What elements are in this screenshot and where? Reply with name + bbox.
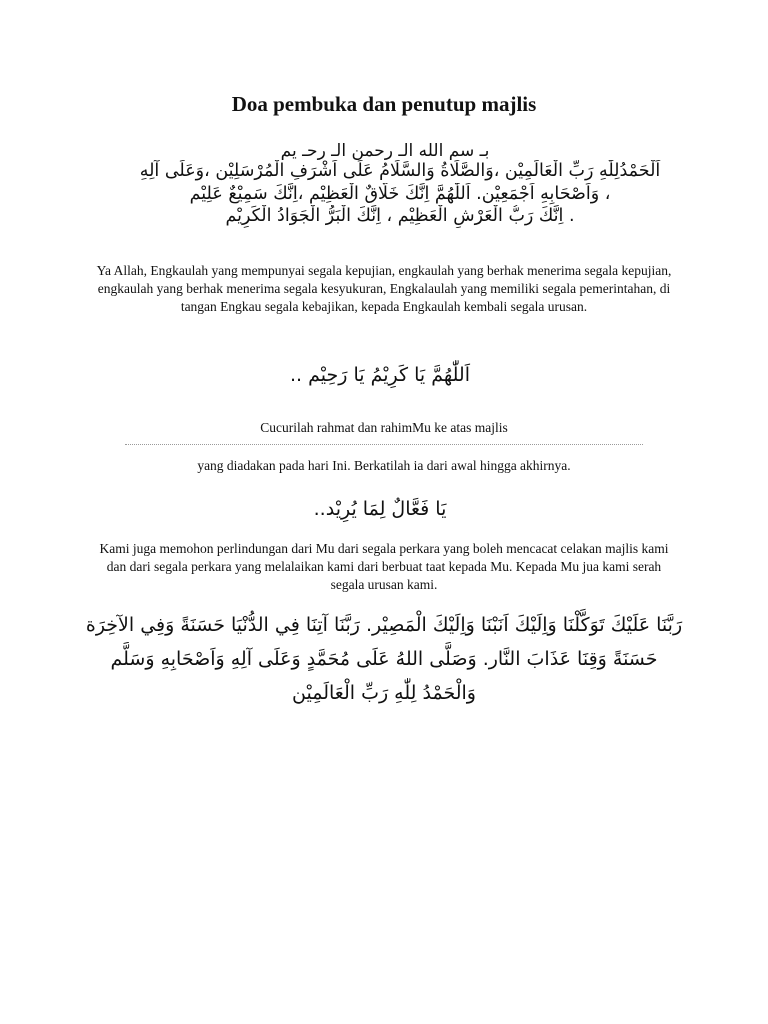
diadakan-text: yang diadakan pada hari Ini. Berkatilah ia dari awal hingga akhirnya. <box>197 458 571 473</box>
cucurilah-text: Cucurilah rahmat dan rahimMu ke atas majlis <box>260 420 508 435</box>
bismillah-text: بـ سم الله الـ رحمن الـ رحـ يم <box>280 141 490 161</box>
opening-arabic-line-3: . اِنَّكَ رَبُّ الْعَرْشِ الْعَظِيْم ، اِنَّكَ الْبَرُّ الْجَوَادُ الْكَرِيْم <box>225 206 575 226</box>
protection-translation: Kami juga memohon perlindungan dari Mu dari segala perkara yang boleh mencacat celakan majlis kami dan dari segala perkara yang melalaikan kami dari berbuat taat kepada Mu. Kepada Mu jua kami serah segala urusan kami. <box>99 541 669 592</box>
short-prayer-arabic-2: يَا فَعَّالٌ لِمَا يُرِيْد.. <box>313 498 447 520</box>
opening-prayer-arabic <box>95 160 705 228</box>
closing-prayer-arabic <box>60 608 708 710</box>
opening-arabic-line-2: ، وَاَصْحَابِهِ اَجْمَعِيْن. اَللّٰهُمَّ اِنَّكَ خَلَّاقٌ الْعَظِيْم ،اِنَّكَ سَمِيْعٌ عَلِيْم <box>189 183 611 204</box>
dotted-divider <box>125 444 643 445</box>
opening-translation: Ya Allah, Engkaulah yang mempunyai segala kepujian, engkaulah yang berhak menerima segala kepujian, engkaulah yang berhak menerima segala kesyukuran, Engkalaulah yang memiliki segala pemerintahan, di tangan Engkau segala kebajikan, kepada Engkaulah kembali segala urusan. <box>96 263 672 314</box>
closing-arabic-line-2: حَسَنَةً وَقِنَا عَذَابَ النَّار. وَصَلَّى اللهُ عَلَى مُحَمَّدٍ وَعَلَى آلِهِ وَاَصْحَابِهِ وَسَلَّم <box>110 648 658 670</box>
closing-arabic-line-3: وَالْحَمْدُ لِلّٰهِ رَبِّ الْعَالَمِيْن <box>292 682 476 704</box>
short-prayer-arabic-1: اَللّٰهُمَّ يَا كَرِيْمُ يَا رَحِيْم .. <box>290 364 470 386</box>
closing-arabic-line-1: رَبَّنَا عَلَيْكَ تَوَكَّلْنَا وَاِلَيْكَ اَنَبْنَا وَاِلَيْكَ الْمَصِيْر. رَبَّنَا آتِنَا فِي الدُّنْيَا حَسَنَةً وَفِي الآخِرَة <box>85 614 683 636</box>
page-title: Doa pembuka dan penutup majlis <box>231 92 537 116</box>
opening-arabic-line-1: اَلْحَمْدُلِلّٰهِ رَبِّ الْعَالَمِيْن ،وَالصَّلَاةُ وَالسَّلَامُ عَلَى اَشْرَفِ الْمُرْسَلِيْن ،وَعَلَى آلِهِ <box>139 161 661 181</box>
